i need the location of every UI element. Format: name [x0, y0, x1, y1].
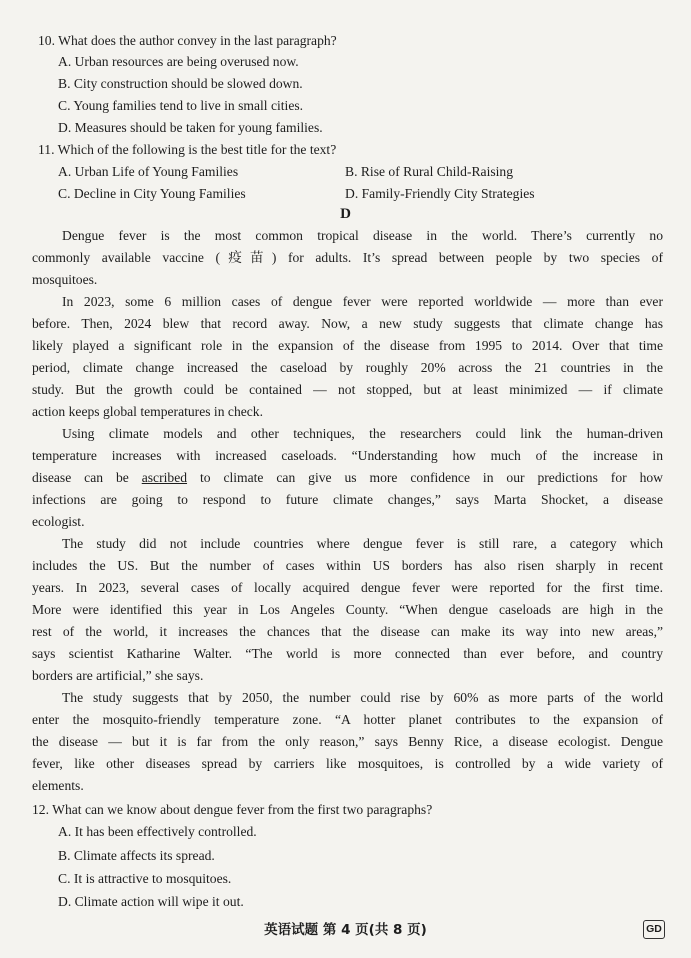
q11-option-c: C. Decline in City Young Families	[58, 186, 246, 201]
passage-line: ecologist.	[32, 514, 85, 529]
gd-badge: GD	[643, 920, 665, 939]
passage-line: rest of the world, it increases the chances that the disease can make its way into new areas,”	[32, 624, 663, 639]
section-heading: D	[340, 206, 351, 222]
q12-option-d: D. Climate action will wipe it out.	[58, 894, 244, 909]
passage-line: elements.	[32, 778, 84, 793]
passage-line: Dengue fever is the most common tropical disease in the world. There’s currently no	[62, 228, 663, 243]
q10-option-b: B. City construction should be slowed down.	[58, 76, 303, 91]
passage-line: Using climate models and other techniques, the researchers could link the human-driven	[62, 426, 663, 441]
passage-text: to climate can give us more confidence in our predictions for how	[187, 470, 663, 485]
passage-line: likely played a significant role in the expansion of the disease from 1995 to 2014. Over that time	[32, 338, 663, 353]
passage-line: years. In 2023, several cases of locally acquired dengue fever were reported for the first time.	[32, 580, 663, 595]
q11-option-d: D. Family-Friendly City Strategies	[345, 186, 535, 201]
passage-line: infections are going to respond to future climate changes,” says Marta Shocket, a disease	[32, 492, 663, 507]
passage-line: More were identified this year in Los Angeles County. “When dengue caseloads are high in the	[32, 602, 663, 617]
underlined-word: ascribed	[141, 470, 188, 485]
passage-line: borders are artificial,” she says.	[32, 668, 204, 683]
passage-text: disease can be	[32, 470, 142, 485]
passage-line: says scientist Katharine Walter. “The world is more connected than ever before, and country	[32, 646, 663, 661]
q10-option-a: A. Urban resources are being overused now.	[58, 54, 299, 69]
passage-line: The study did not include countries where dengue fever is still rare, a category which	[62, 536, 663, 551]
q12-option-a: A. It has been effectively controlled.	[58, 824, 257, 839]
passage-line: period, climate change increased the caseload by roughly 20% across the 21 countries in the	[32, 360, 663, 375]
passage-line: fever, like other diseases spread by carriers like mosquitoes, is controlled by a wide variety of	[32, 756, 663, 771]
q11-stem: 11. Which of the following is the best title for the text?	[38, 142, 337, 157]
q11-option-a: A. Urban Life of Young Families	[58, 164, 239, 179]
q10-stem: 10. What does the author convey in the last paragraph?	[38, 33, 337, 48]
q12-option-b: B. Climate affects its spread.	[58, 848, 215, 863]
passage-line: The study suggests that by 2050, the number could rise by 60% as more parts of the world	[62, 690, 663, 705]
passage-line: commonly available vaccine (疫苗) for adults. It’s spread between people by two species of	[32, 250, 663, 265]
passage-line: the disease — but it is far from the only reason,” says Benny Rice, a disease ecologist. Dengue	[32, 734, 663, 749]
passage-line: mosquitoes.	[32, 272, 98, 287]
q12-option-c: C. It is attractive to mosquitoes.	[58, 871, 232, 886]
q11-option-b: B. Rise of Rural Child-Raising	[345, 164, 514, 179]
q10-option-c: C. Young families tend to live in small cities.	[58, 98, 304, 113]
passage-line: study. But the growth could be contained — not stopped, but at least minimized — if climate	[32, 382, 663, 397]
q10-option-d: D. Measures should be taken for young families.	[58, 120, 323, 135]
passage-line: temperature increases with increased caseloads. “Understanding how much of the increase in	[32, 448, 663, 463]
passage-line: enter the mosquito-friendly temperature zone. “A hotter planet contributes to the expansion of	[32, 712, 663, 727]
passage-line: In 2023, some 6 million cases of dengue fever were reported worldwide — more than ever	[62, 294, 663, 309]
page-footer: 英语试题 第 4 页(共 8 页)	[264, 922, 427, 938]
passage-line	[32, 468, 663, 488]
passage-line: action keeps global temperatures in check.	[32, 404, 264, 419]
passage-line: includes the US. But the number of cases within US borders has also risen sharply in recent	[32, 558, 663, 573]
q12-stem: 12. What can we know about dengue fever from the first two paragraphs?	[32, 802, 433, 817]
passage-line: before. Then, 2024 blew that record away. Now, a new study suggests that climate change has	[32, 316, 663, 331]
